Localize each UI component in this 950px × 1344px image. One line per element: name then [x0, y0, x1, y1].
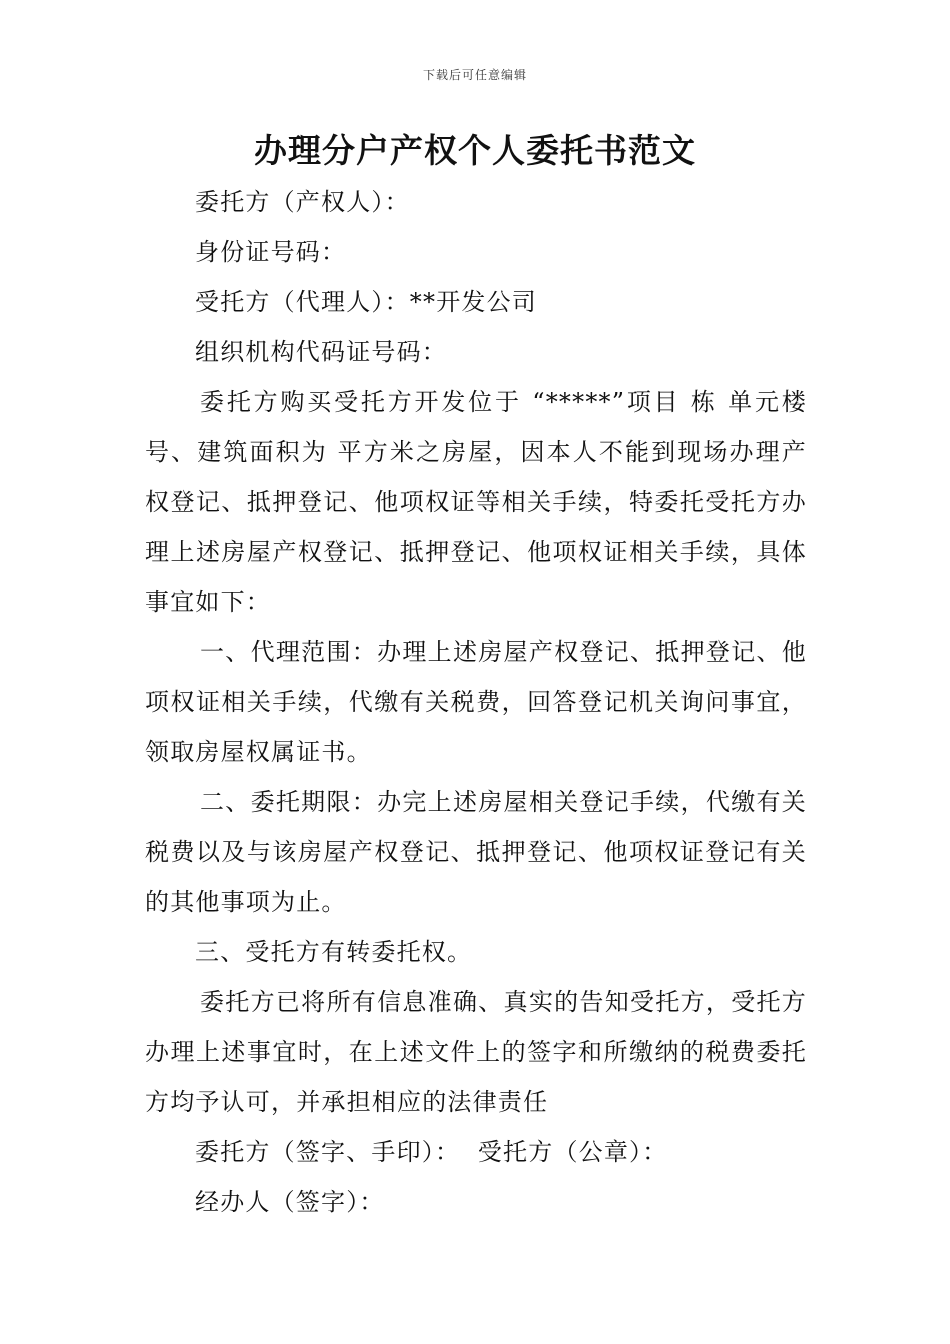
header-note: 下载后可任意编辑	[422, 68, 527, 82]
principal-line: 委托方（产权人）：	[195, 188, 410, 216]
document-title: 办理分户产权个人委托书范文	[254, 131, 696, 170]
org-code-line: 组织机构代码证号码：	[195, 338, 447, 366]
handler-signature-line: 经办人（签字）：	[195, 1188, 385, 1216]
id-number-line: 身份证号码：	[195, 238, 347, 266]
term-paragraph: 二、委托期限：办完上述房屋相关登记手续，代缴有关税费以及与该房屋产权登记、抵押登记、他项权证登记有关的其他事项为止。	[145, 788, 807, 916]
scope-paragraph: 一、代理范围：办理上述房屋产权登记、抵押登记、他项权证相关手续，代缴有关税费，回答登记机关询问事宜，领取房屋权属证书。	[145, 638, 807, 766]
document-body	[145, 177, 807, 1227]
intro-paragraph: 委托方购买受托方开发位于 “*****”项目 栋 单元楼 号、建筑面积为 平方米之房屋，因本人不能到现场办理产权登记、抵押登记、他项权证等相关手续，特委托受托方办理上述房屋产权登记、抵押登记、他项权证相关手续，具体事宜如下：	[145, 388, 807, 616]
signature-parties-line: 委托方（签字、手印）： 受托方（公章）：	[195, 1138, 668, 1166]
acknowledgement-paragraph: 委托方已将所有信息准确、真实的告知受托方，受托方办理上述事宜时，在上述文件上的签字和所缴纳的税费委托方均予认可，并承担相应的法律责任	[145, 988, 807, 1116]
subdelegation-line: 三、受托方有转委托权。	[195, 938, 473, 966]
agent-line: 受托方（代理人）：**开发公司	[195, 288, 537, 316]
